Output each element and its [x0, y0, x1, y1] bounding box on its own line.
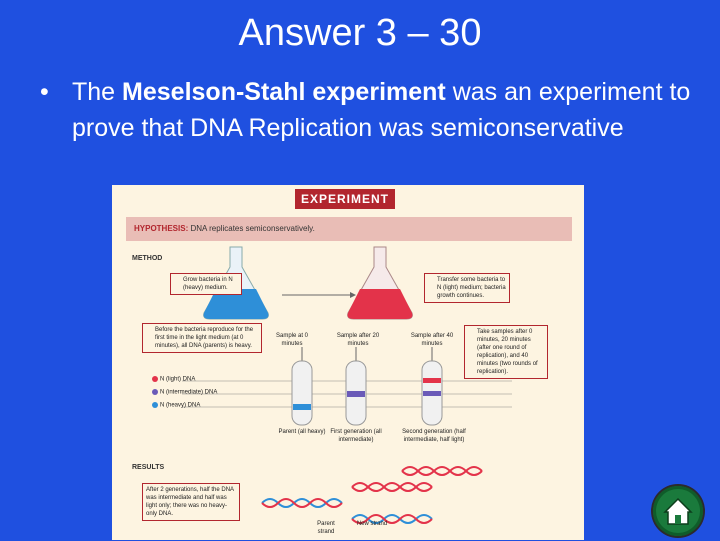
key-heavy [152, 402, 200, 409]
experiment-figure [112, 185, 584, 540]
heavy-swatch-icon [152, 402, 158, 408]
new-strand-label: New strand [356, 521, 388, 527]
bullet-bold: Meselson-Stahl experiment [122, 78, 446, 106]
bullet-text [72, 74, 700, 146]
sample20-label: Sample after 20 minutes [336, 333, 380, 347]
step1-text: Grow bacteria in N (heavy) medium. [183, 277, 233, 291]
flask-light-medium [348, 289, 413, 319]
band-parent-heavy [293, 404, 311, 410]
key-light-text: N (light) DNA [160, 376, 196, 383]
light-swatch-icon [152, 376, 158, 382]
results-label: RESULTS [132, 464, 165, 471]
key-light [152, 376, 195, 383]
band-first-intermediate [347, 391, 365, 397]
method-label: METHOD [132, 255, 163, 262]
figure-header: EXPERIMENT [295, 189, 395, 209]
step3-note [464, 325, 548, 379]
bullet-point [40, 74, 700, 146]
tube-second-caption: Second generation (half intermediate, half light) [402, 429, 466, 443]
bullet-post: was an experiment to prove that DNA Replication was semiconservative [72, 78, 691, 142]
home-icon [653, 486, 703, 536]
key-inter-text: N (intermediate) DNA [160, 389, 218, 396]
home-button[interactable] [653, 486, 703, 536]
results-note [142, 483, 240, 521]
bullet-dot: • [40, 78, 49, 106]
step3-text: Take samples after 0 minutes, 20 minutes (after one round of replication), and 40 minutes (two rounds of replication). [477, 329, 538, 375]
step1-note [170, 273, 242, 295]
intermediate-swatch-icon [152, 389, 158, 395]
transfer-arrowhead [350, 292, 356, 298]
step4-text: Before the bacteria reproduce for the first time in the light medium (at 0 minutes), all DNA (parents) is heavy. [155, 327, 254, 349]
band-second-light [423, 378, 441, 383]
step2-note [424, 273, 510, 303]
key-intermediate [152, 389, 217, 396]
hypothesis-label: HYPOTHESIS: [134, 224, 189, 233]
results-text: After 2 generations, half the DNA was intermediate and half was light only; there was no heavy-only DNA. [146, 487, 234, 517]
band-second-intermediate [423, 391, 441, 396]
hypothesis-text: DNA replicates semiconservatively. [190, 224, 315, 233]
parent-strand-label: Parent strand [317, 521, 335, 535]
sample0-label: Sample at 0 minutes [275, 333, 309, 347]
tube-parent [292, 361, 312, 425]
key-heavy-text: N (heavy) DNA [160, 402, 201, 409]
slide-title: Answer 3 – 30 [238, 12, 482, 54]
bullet-pre: The [72, 78, 123, 106]
step2-text: Transfer some bacteria to N (light) medium; bacteria growth continues. [437, 277, 506, 299]
step4-note [142, 323, 262, 353]
tube-first-caption: First generation (all intermediate) [330, 429, 382, 443]
tube-parent-caption: Parent (all heavy) [278, 429, 326, 435]
sample40-label: Sample after 40 minutes [410, 333, 454, 347]
